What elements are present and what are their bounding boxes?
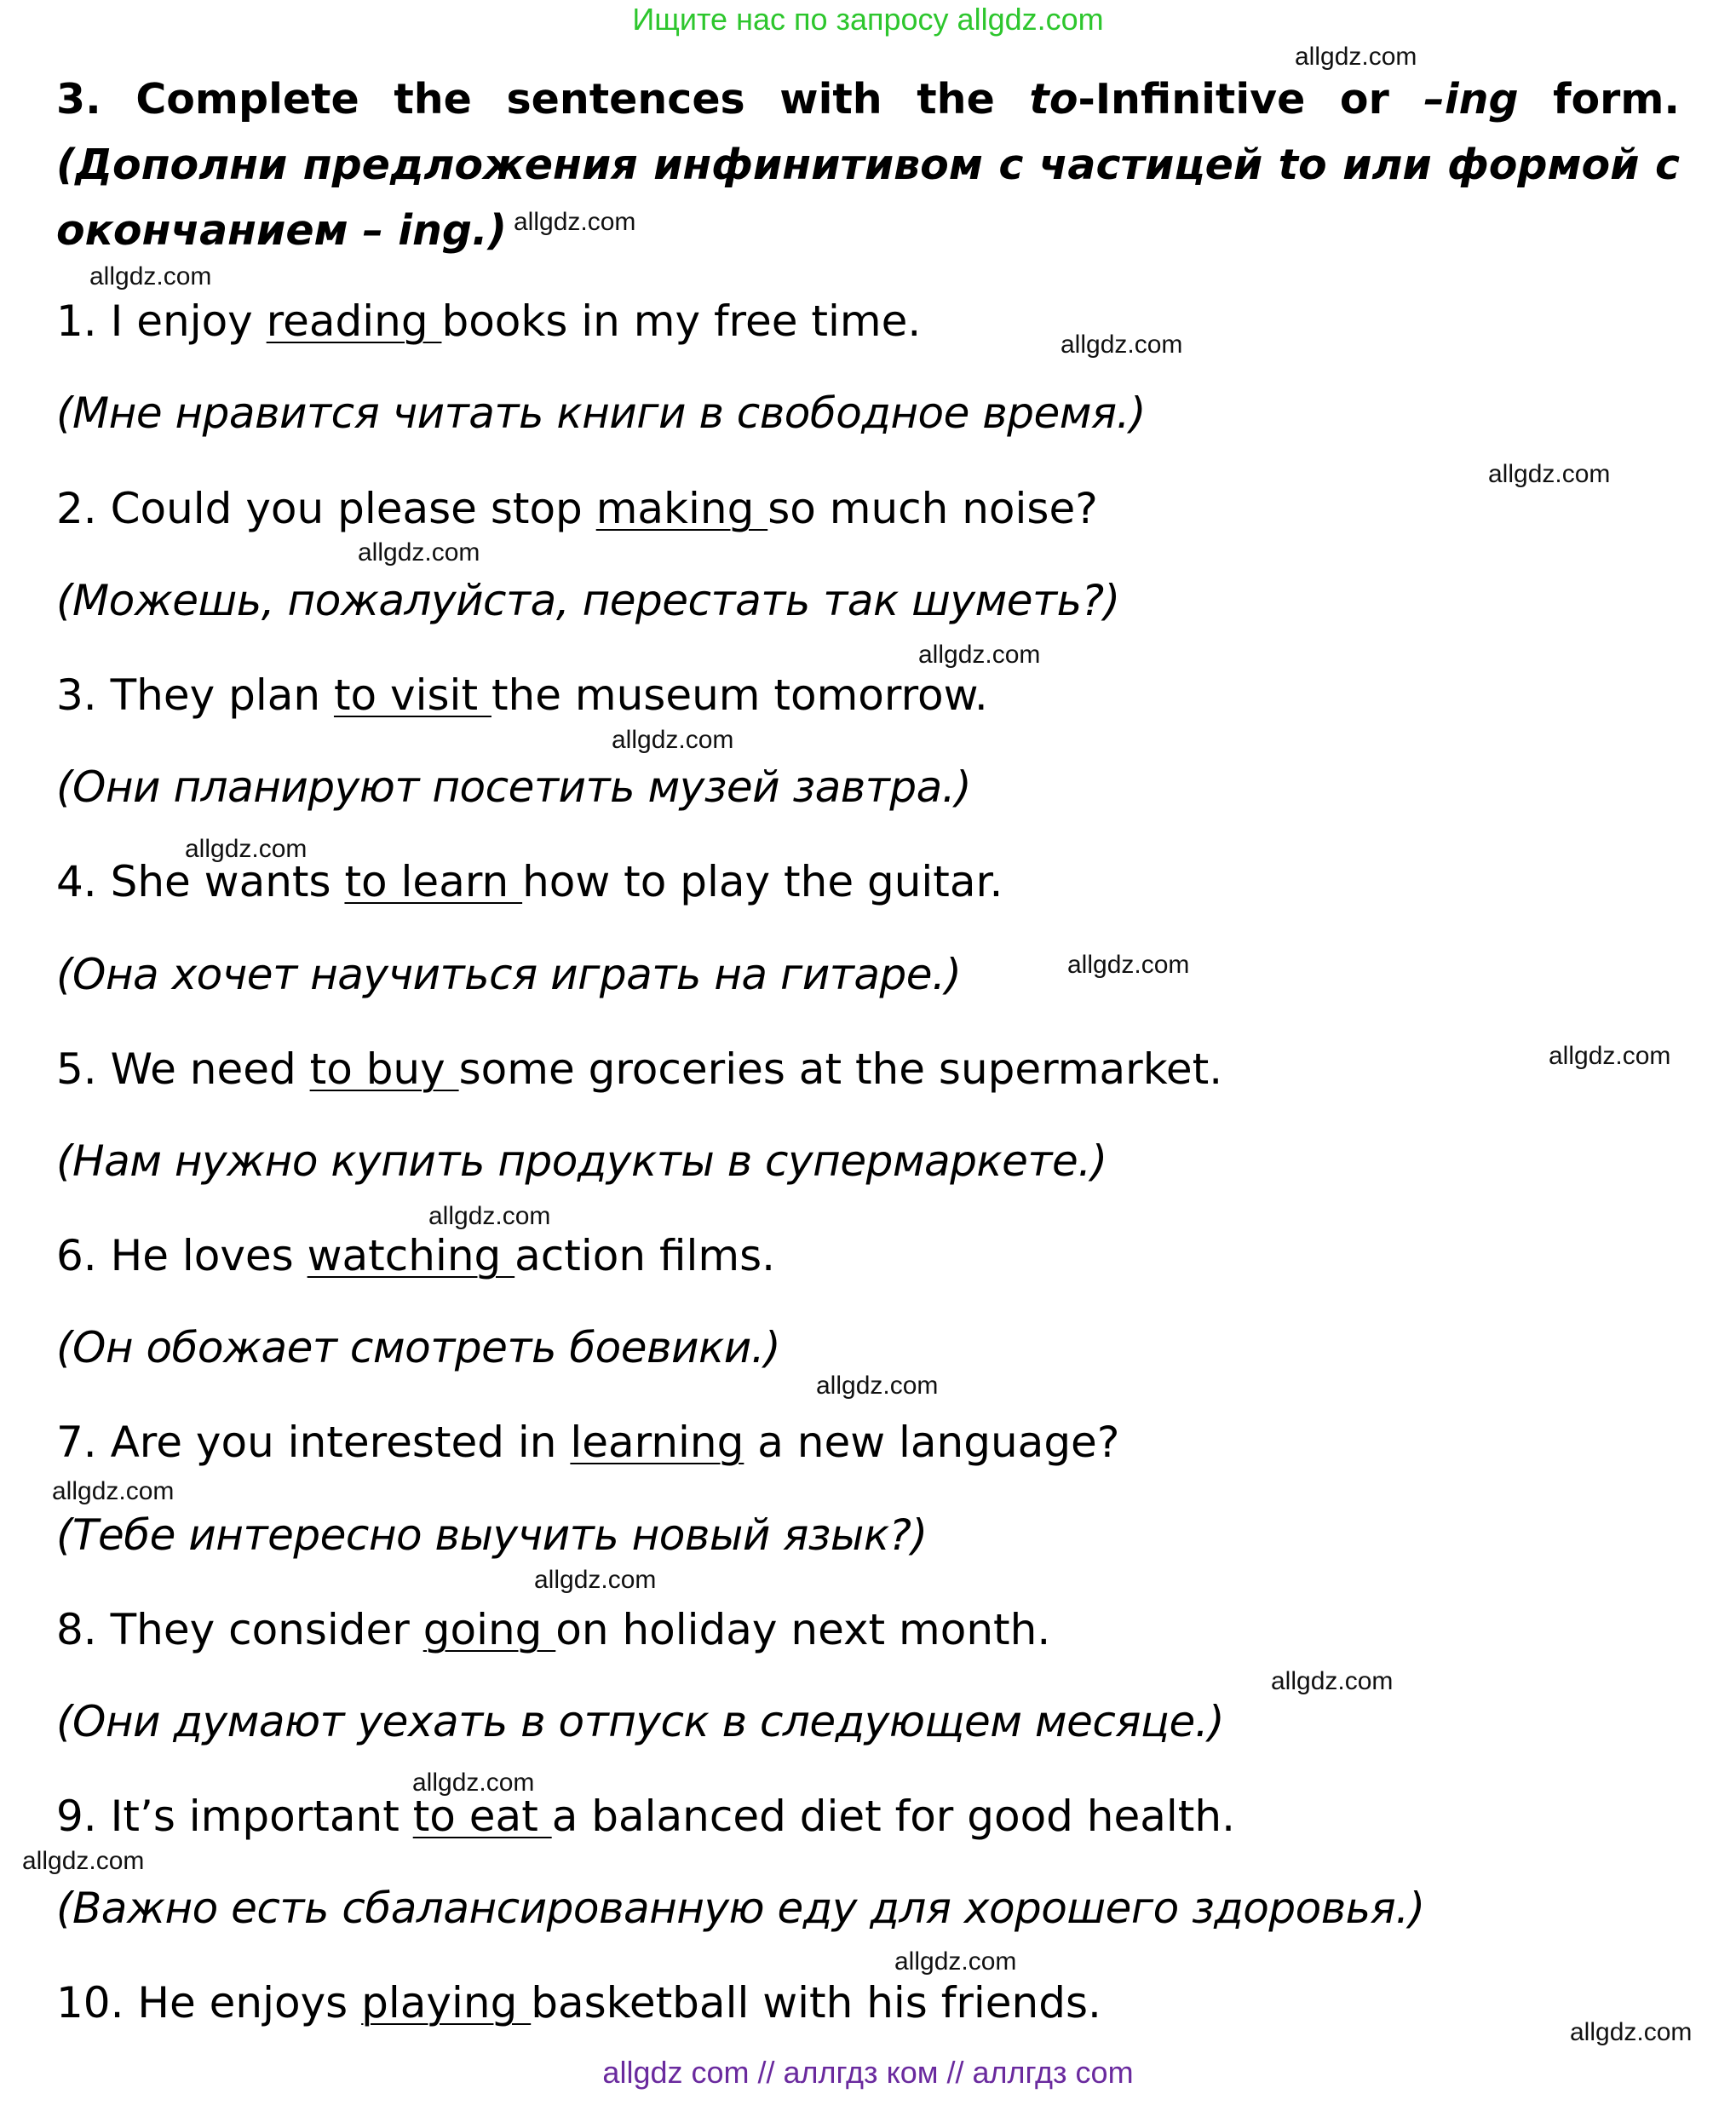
translation-8: (Они думают уехать в отпуск в следующем месяце.) [56, 1697, 1225, 1746]
watermark: allgdz.com [1061, 331, 1183, 359]
heading-ing-italic: –ing [1423, 75, 1519, 124]
answer-1: reading [266, 296, 442, 346]
top-banner: Ищите нас по запросу allgdz.com [632, 2, 1104, 37]
watermark: allgdz.com [358, 538, 480, 567]
sentence-8: 8. They consider going on holiday next month. [56, 1605, 1051, 1654]
translation-2: (Можешь, пожалуйста, перестать так шуметь?) [56, 576, 1120, 625]
answer-9: to eat [412, 1792, 552, 1841]
exercise-number: 3. [56, 75, 101, 124]
watermark: allgdz.com [1488, 460, 1611, 488]
answer-6: watching [307, 1231, 515, 1280]
sentence-2: 2. Could you please stop making so much noise? [56, 484, 1098, 533]
watermark: allgdz.com [89, 262, 212, 290]
answer-4: to learn [344, 857, 523, 906]
translation-7: (Тебе интересно выучить новый язык?) [56, 1510, 928, 1560]
watermark: allgdz.com [1295, 43, 1417, 71]
answer-10: playing [361, 1978, 532, 2028]
watermark: allgdz.com [1067, 951, 1190, 979]
translation-6: (Он обожает смотреть боевики.) [56, 1323, 781, 1372]
exercise-heading [56, 66, 1680, 263]
translation-1: (Мне нравится читать книги в свободное время.) [56, 388, 1146, 438]
watermark: allgdz.com [22, 1847, 145, 1875]
sentence-6: 6. He loves watching action films. [56, 1231, 776, 1280]
answer-2: making [595, 484, 768, 533]
translation-5: (Нам нужно купить продукты в супермаркете.) [56, 1136, 1107, 1186]
translation-9: (Важно есть сбалансированную еду для хорошего здоровья.) [56, 1884, 1425, 1933]
heading-text-1: Complete the sentences with the [135, 75, 1030, 124]
bottom-banner: allgdz com // аллгдз ком // аллгдз com [602, 2055, 1134, 2090]
translation-3: (Они планируют посетить музей завтра.) [56, 762, 972, 812]
watermark: allgdz.com [1271, 1667, 1394, 1695]
sentence-3: 3. They plan to visit the museum tomorrow. [56, 670, 988, 720]
watermark: allgdz.com [412, 1769, 535, 1797]
watermark: allgdz.com [918, 641, 1041, 669]
watermark: allgdz.com [1570, 2018, 1693, 2046]
watermark: allgdz.com [52, 1477, 175, 1505]
watermark: allgdz.com [428, 1202, 551, 1230]
heading-text-2: -Infinitive or [1078, 75, 1424, 124]
watermark: allgdz.com [612, 726, 734, 754]
sentence-10: 10. He enjoys playing basketball with his friends. [56, 1978, 1101, 2028]
sentence-1: 1. I enjoy reading books in my free time. [56, 296, 922, 346]
answer-8: going [423, 1605, 556, 1654]
heading-to-italic: to [1029, 75, 1078, 124]
sentence-7: 7. Are you interested in learning a new language? [56, 1418, 1120, 1467]
watermark: allgdz.com [894, 1947, 1017, 1976]
watermark: allgdz.com [534, 1566, 657, 1594]
answer-7: learning [570, 1418, 744, 1467]
sentence-4: 4. She wants to learn how to play the guitar. [56, 857, 1003, 906]
answer-3: to visit [333, 670, 491, 720]
answer-5: to buy [309, 1044, 459, 1094]
sentence-5: 5. We need to buy some groceries at the supermarket. [56, 1044, 1223, 1094]
watermark: allgdz.com [185, 835, 308, 863]
translation-4: (Она хочет научиться играть на гитаре.) [56, 950, 962, 999]
heading-translation: (Дополни предложения инфинитивом с частицей to или формой с окончанием – ing.) [56, 141, 1680, 255]
watermark: allgdz.com [1549, 1042, 1671, 1070]
heading-text-3: form. [1518, 75, 1680, 124]
watermark: allgdz.com [514, 208, 636, 236]
sentence-9: 9. It’s important to eat a balanced diet for good health. [56, 1792, 1235, 1841]
watermark: allgdz.com [816, 1372, 939, 1400]
